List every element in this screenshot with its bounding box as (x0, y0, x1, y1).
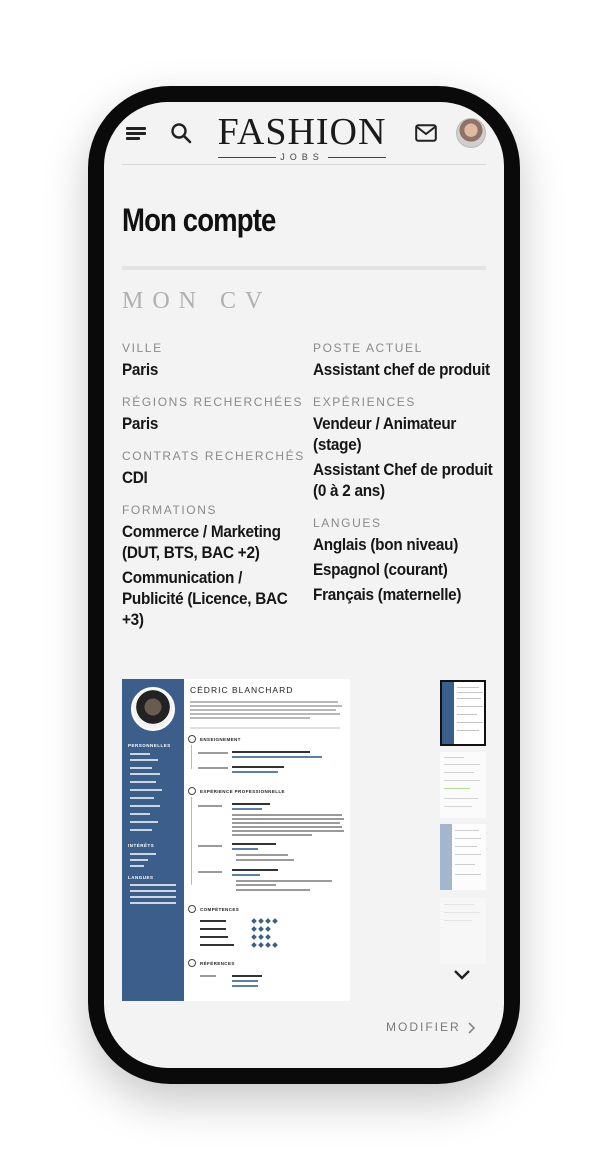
cv-text (198, 845, 222, 847)
field-formations (122, 502, 302, 630)
thumbnail-line (455, 874, 481, 875)
cv-text (232, 814, 342, 816)
thumbnail-line (444, 798, 478, 799)
thumbnail-line (455, 830, 479, 831)
cv-side-text (130, 789, 162, 791)
thumbnail-line (444, 780, 480, 781)
cv-skill-star (251, 918, 257, 924)
cv-side-text (130, 890, 176, 892)
cv-text (232, 980, 258, 982)
cv-text (232, 869, 278, 871)
cv-preview[interactable] (122, 679, 350, 1001)
avatar[interactable] (456, 118, 486, 148)
cv-skill-star (251, 934, 257, 940)
thumbnail-line (444, 904, 474, 905)
thumbnail-line (455, 846, 477, 847)
cv-text (232, 975, 262, 977)
field-value: Paris (122, 360, 159, 379)
cv-side-text (130, 884, 176, 886)
field-value: CDI (122, 468, 148, 487)
cv-template-thumbnail[interactable] (440, 680, 486, 746)
field-value: Paris (122, 414, 159, 433)
thumbnail-line (457, 687, 479, 688)
cv-text (236, 854, 288, 856)
page-title: Mon compte (122, 202, 276, 238)
cv-side-text (130, 797, 154, 799)
cv-template-thumbnail[interactable] (440, 752, 486, 818)
field-label: POSTE ACTUEL (313, 341, 423, 355)
cv-text (200, 920, 226, 922)
field-value: Assistant chef de produit (313, 360, 490, 379)
cv-side-text (130, 805, 160, 807)
thumbnail-line (455, 864, 475, 865)
cv-divider (190, 727, 340, 729)
thumbnail-sidebar (442, 682, 454, 744)
cv-skill-star (258, 934, 264, 940)
thumbnail-line (457, 730, 479, 731)
cv-skill-star (251, 942, 257, 948)
cv-section-heading: EXPÉRIENCE PROFESSIONNELLE (200, 789, 285, 794)
cv-skill-star (265, 926, 271, 932)
cv-side-text (130, 896, 176, 898)
thumbnail-line (444, 788, 470, 789)
cv-summary-line (190, 709, 336, 711)
thumbnail-line (444, 772, 474, 773)
cv-section-icon (188, 905, 196, 913)
modify-button[interactable]: MODIFIER (386, 1020, 461, 1034)
cv-skill-star (265, 934, 271, 940)
cv-text (232, 834, 312, 836)
chevron-right-icon[interactable] (466, 1022, 476, 1034)
cv-text (198, 752, 228, 754)
cv-skill-star (258, 942, 264, 948)
thumbnail-line (444, 764, 480, 765)
cv-text (200, 975, 216, 977)
cv-side-text (130, 865, 144, 867)
cv-text (200, 944, 234, 946)
cv-side-text (130, 753, 150, 755)
field-regions (122, 394, 302, 434)
thumbnail-line (457, 722, 483, 723)
cv-text (232, 803, 270, 805)
cv-text (232, 808, 262, 810)
screen (104, 102, 504, 1068)
field-label: FORMATIONS (122, 503, 218, 517)
thumbnail-line (457, 706, 483, 707)
cv-text (198, 805, 222, 807)
field-experiences (313, 394, 493, 501)
cv-section-heading: COMPÉTENCES (200, 907, 240, 912)
cv-skill-star (258, 926, 264, 932)
cv-text (232, 771, 278, 773)
thumbnail-line (444, 806, 472, 807)
section-title: MON CV (122, 288, 272, 314)
cv-text (198, 767, 228, 769)
cv-summary-line (190, 705, 342, 707)
title-divider (122, 266, 486, 270)
cv-side-text (130, 781, 156, 783)
top-bar (104, 102, 504, 180)
chevron-down-icon[interactable] (452, 968, 472, 982)
cv-text (236, 859, 294, 861)
field-value: Espagnol (courant) (313, 560, 448, 579)
cv-name: CÉDRIC BLANCHARD (190, 685, 294, 695)
cv-side-text (130, 767, 152, 769)
cv-section-heading: ENSEIGNEMENT (200, 737, 241, 742)
cv-side-text (130, 859, 148, 861)
cv-text (232, 830, 344, 832)
field-label: LANGUES (313, 516, 382, 530)
thumbnail-sidebar (440, 824, 452, 890)
thumbnail-line (444, 912, 480, 913)
cv-text (200, 936, 228, 938)
mail-icon[interactable] (415, 124, 437, 142)
field-value: Assistant Chef de produit (0 à 2 ans) (313, 460, 493, 500)
logo-main-text: FASHION (217, 111, 387, 153)
field-value: Vendeur / Animateur (stage) (313, 414, 457, 454)
cv-sidebar (122, 679, 184, 1001)
thumbnail-line (457, 698, 481, 699)
cv-summary-line (190, 717, 310, 719)
field-value: Communication / Publicité (Licence, BAC +3) (122, 568, 288, 629)
cv-side-text (130, 813, 150, 815)
thumbnail-line (457, 692, 483, 693)
cv-skill-star (272, 918, 278, 924)
cv-text (232, 766, 284, 768)
field-label: VILLE (122, 341, 163, 355)
phone-frame (88, 86, 520, 1084)
header-divider (122, 164, 486, 165)
cv-side-text (130, 902, 176, 904)
cv-text (236, 880, 332, 882)
fashion-jobs-logo[interactable] (212, 112, 392, 162)
cv-skill-star (251, 926, 257, 932)
field-contrats (122, 448, 305, 488)
thumbnail-line (455, 854, 481, 855)
cv-section-heading: RÉFÉRENCES (200, 961, 235, 966)
cv-text (232, 818, 344, 820)
cv-text (232, 848, 258, 850)
field-label: EXPÉRIENCES (313, 395, 416, 409)
thumbnail-line (444, 920, 472, 921)
cv-summary-line (190, 701, 338, 703)
thumbnail-line (455, 838, 481, 839)
field-label: CONTRATS RECHERCHÉS (122, 449, 305, 463)
cv-side-heading: INTÉRÊTS (128, 843, 155, 848)
cv-side-heading: LANGUES (128, 875, 154, 880)
cv-side-text (130, 821, 158, 823)
field-langues (313, 515, 493, 605)
cv-text (232, 843, 276, 845)
menu-icon[interactable] (126, 124, 146, 142)
cv-timeline (191, 745, 192, 769)
cv-section-icon (188, 959, 196, 967)
field-value: Anglais (bon niveau) (313, 535, 459, 554)
cv-side-text (130, 773, 160, 775)
cv-text (198, 871, 222, 873)
cv-side-text (130, 829, 152, 831)
cv-skill-star (265, 918, 271, 924)
cv-timeline (191, 797, 192, 885)
field-value: Français (maternelle) (313, 585, 462, 604)
cv-skill-star (265, 942, 271, 948)
cv-text (232, 985, 258, 987)
cv-text (232, 756, 322, 758)
cv-photo (131, 687, 175, 731)
cv-skill-star (258, 918, 264, 924)
profile-left-column (122, 340, 305, 644)
search-icon[interactable] (170, 122, 192, 144)
cv-side-heading: PERSONNELLES (128, 743, 171, 748)
cv-section-icon (188, 787, 196, 795)
cv-text (232, 826, 342, 828)
profile-right-column (313, 340, 493, 619)
cv-text (232, 822, 340, 824)
cv-template-thumbnail[interactable] (440, 824, 486, 890)
cv-text (236, 889, 310, 891)
logo-sub-text: JOBS (212, 152, 392, 162)
cv-text (232, 874, 260, 876)
field-ville (122, 340, 302, 380)
cv-text (200, 928, 226, 930)
thumbnail-line (444, 757, 464, 758)
cv-text (232, 751, 310, 753)
cv-skill-star (272, 942, 278, 948)
field-label: RÉGIONS RECHERCHÉES (122, 395, 304, 409)
cv-text (236, 884, 276, 886)
field-poste-actuel (313, 340, 493, 380)
cv-summary-line (190, 713, 340, 715)
cv-side-text (130, 759, 158, 761)
field-value: Commerce / Marketing (DUT, BTS, BAC +2) (122, 522, 281, 562)
thumbnail-line (457, 714, 477, 715)
cv-template-thumbnail[interactable] (440, 898, 486, 964)
cv-section-icon (188, 735, 196, 743)
cv-side-text (130, 853, 156, 855)
